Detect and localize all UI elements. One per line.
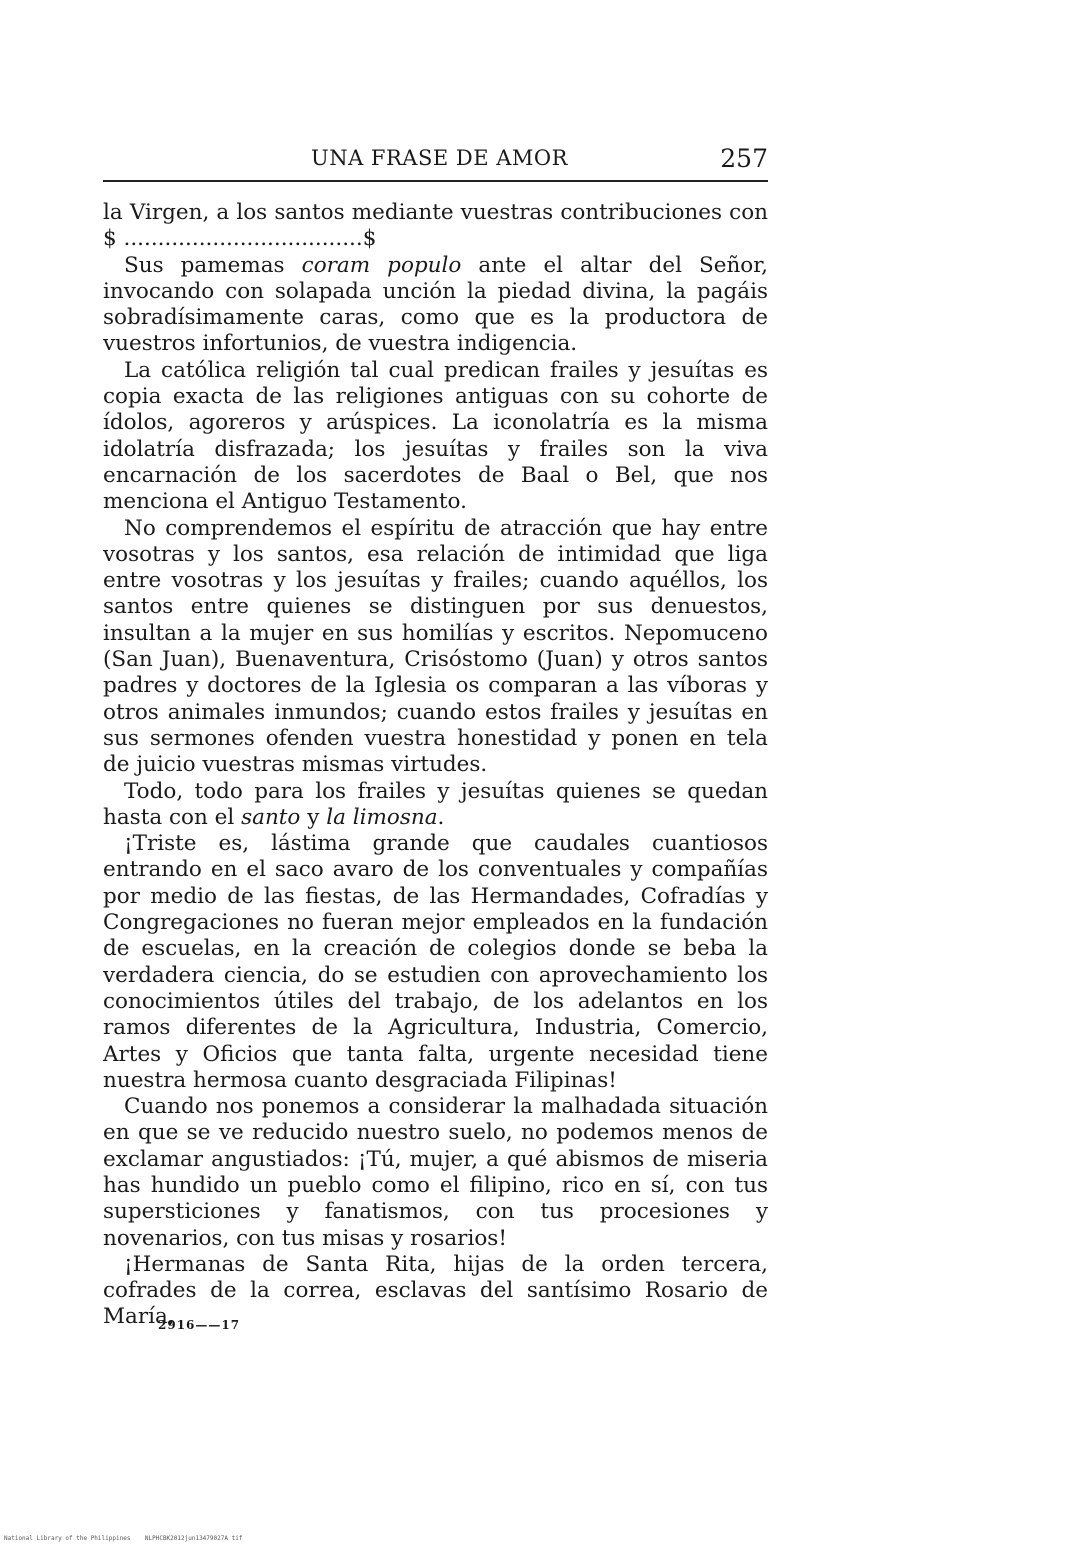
scan-footer: National Library of the Philippines NLPHCBK2012jun13479027A tif (4, 1535, 243, 1542)
italic-phrase: santo (241, 804, 301, 830)
paragraph: ¡Triste es, lástima grande que caudales cuantiosos entrando en el saco avaro de los conventuales y compañías por medio de las fiestas, de las Hermandades, Cofradías y Congregaciones no fueran mejor empleados en la fundación de escuelas, en la creación de colegios donde se beba la verdadera ciencia, do se estudien con aprovechamiento los conocimientos útiles del trabajo, de los adelantos en los ramos diferentes de la Agricultura, Industria, Comercio, Artes y Oficios que tanta falta, urgente necesidad tiene nuestra hermosa cuanto desgraciada Filipinas! (103, 831, 768, 1093)
paragraph: Todo, todo para los frailes y jesuítas quienes se quedan hasta con el santo y la limosna. (103, 778, 768, 830)
running-title: UNA FRASE DE AMOR (311, 146, 568, 170)
paragraph: ¡Hermanas de Santa Rita, hijas de la orden tercera, cofrades de la correa, esclavas del santísimo Rosario de María, (103, 1251, 768, 1330)
paragraph: No comprendemos el espíritu de atracción que hay entre vosotras y los santos, esa relación de intimidad que liga entre vosotras y los jesuítas y frailes; cuando aquéllos, los santos entre quienes se distinguen por sus denuestos, insultan a la mujer en sus homilías y escritos. Nepomuceno (San Juan), Buenaventura, Crisóstomo (Juan) y otros santos padres y doctores de la Iglesia os comparan a las víboras y otros animales inmundos; cuando estos frailes y jesuítas en sus sermones ofenden vuestra honestidad y ponen en tela de juicio vuestras mismas virtudes. (103, 515, 768, 778)
paragraph: Cuando nos ponemos a considerar la malhadada situación en que se ve reducido nuestro suelo, no podemos menos de exclamar angustiados: ¡Tú, mujer, a qué abismos de miseria has hundido un pueblo como el filipino, rico en sí, con tus supersticiones y fanatismos, con tus procesiones y novenarios, con tus misas y rosarios! (103, 1094, 768, 1251)
signature-mark: 2916——17 (158, 1318, 241, 1332)
page-number: 257 (720, 144, 768, 173)
header-rule (103, 180, 768, 182)
italic-phrase: la limosna (326, 804, 438, 830)
paragraph: la Virgen, a los santos mediante vuestras contribuciones con $ ...................................$ (103, 200, 768, 252)
italic-phrase: coram populo (301, 252, 462, 278)
paragraph: La católica religión tal cual predican frailes y jesuítas es copia exacta de las religiones antiguas con su cohorte de ídolos, agoreros y arúspices. La iconolatría es la misma idolatría disfrazada; los jesuítas y frailes son la viva encarnación de los sacerdotes de Baal o Bel, que nos menciona el Antiguo Testamento. (103, 357, 768, 515)
body-text (103, 200, 768, 1331)
paragraph: Sus pamemas coram populo ante el altar del Señor, invocando con solapada unción la piedad divina, la pagáis sobradísimamente caras, como que es la productora de vuestros infortunios, de vuestra indigencia. (103, 252, 768, 357)
running-header (103, 146, 768, 182)
